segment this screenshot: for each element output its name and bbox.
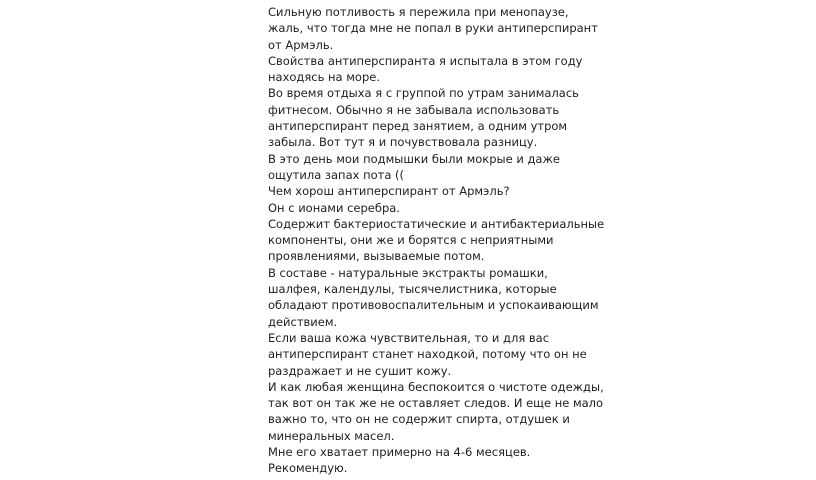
review-line: проявлениями, вызываемые потом. <box>268 249 485 264</box>
review-line: Во время отдыха я с группой по утрам занималась <box>268 86 579 101</box>
review-line: антиперспирант перед занятием, а одним утром <box>268 119 568 134</box>
review-line: Мне его хватает примерно на 4-6 месяцев. <box>268 445 531 460</box>
review-line: компоненты, они же и борятся с неприятными <box>268 233 554 248</box>
review-line: шалфея, календулы, тысячелистника, которые <box>268 282 557 297</box>
review-line: находясь на море. <box>268 70 380 85</box>
review-line: Содержит бактериостатические и антибактериальные <box>268 216 605 231</box>
review-line: ощутила запах пота (( <box>268 167 405 182</box>
review-line: Свойства антиперспиранта я испытала в этом году <box>268 53 583 68</box>
review-line: Если ваша кожа чувствительная, то и для вас <box>268 330 550 345</box>
review-line: минеральных масел. <box>268 428 395 443</box>
review-line: Чем хорош антиперспирант от Армэль? <box>268 184 510 199</box>
review-line: Рекомендую. <box>268 461 348 476</box>
review-line: забыла. Вот тут я и почувствовала разницу. <box>268 135 538 150</box>
review-line: Он с ионами серебра. <box>268 200 400 215</box>
review-line: так вот он так же не оставляет следов. И еще не мало <box>268 396 604 411</box>
review-line: антиперспирант станет находкой, потому что он не <box>268 347 587 362</box>
review-line: действием. <box>268 314 338 329</box>
review-text <box>268 4 605 477</box>
review-line: Сильную потливость я пережила при менопаузе, <box>268 5 569 19</box>
review-line: обладают противовоспалительным и успокаивающим <box>268 298 599 313</box>
review-line: раздражает и не сушит кожу. <box>268 363 452 378</box>
review-line: от Армэль. <box>268 37 334 52</box>
review-line: фитнесом. Обычно я не забывала использовать <box>268 102 560 117</box>
review-line: И как любая женщина беспокоится о чистоте одежды, <box>268 379 604 394</box>
review-line: важно то, что он не содержит спирта, отдушек и <box>268 412 570 427</box>
review-line: жаль, что тогда мне не попал в руки антиперспирант <box>268 21 598 36</box>
review-line: В это день мои подмышки были мокрые и даже <box>268 151 560 166</box>
review-line: В составе - натуральные экстракты ромашки, <box>268 265 548 280</box>
